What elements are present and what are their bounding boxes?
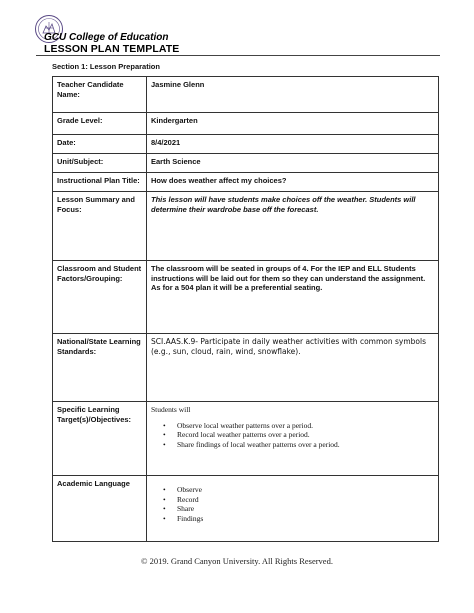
table-row bbox=[53, 77, 439, 113]
teacher-value: Jasmine Glenn bbox=[147, 77, 439, 113]
plan-title-value: How does weather affect my choices? bbox=[147, 173, 439, 192]
list-item: • Share bbox=[163, 504, 434, 514]
standards-label: National/State Learning Standards: bbox=[53, 334, 147, 402]
list-item: • Share findings of local weather patterns over a period. bbox=[163, 440, 434, 450]
academic-list bbox=[151, 485, 434, 523]
plan-title-label: Instructional Plan Title: bbox=[53, 173, 147, 192]
list-item: • Observe bbox=[163, 485, 434, 495]
academic-label: Academic Language bbox=[53, 476, 147, 542]
summary-value: This lesson will have students make choices off the weather. Students will determine their wardrobe base off the forecast. bbox=[147, 192, 439, 261]
grade-label: Grade Level: bbox=[53, 113, 147, 135]
table-row bbox=[53, 476, 439, 542]
lesson-plan-table bbox=[52, 76, 439, 542]
unit-value: Earth Science bbox=[147, 154, 439, 173]
summary-label: Lesson Summary and Focus: bbox=[53, 192, 147, 261]
list-item: • Observe local weather patterns over a period. bbox=[163, 421, 434, 431]
date-value: 8/4/2021 bbox=[147, 135, 439, 154]
standards-value: SCI.AAS.K.9- Participate in daily weather activities with common symbols (e.g., sun, cloud, rain, wind, snowflake). bbox=[147, 334, 439, 402]
header-divider bbox=[36, 55, 440, 56]
table-row bbox=[53, 192, 439, 261]
academic-value bbox=[147, 476, 439, 542]
section-heading: Section 1: Lesson Preparation bbox=[52, 62, 160, 71]
table-row bbox=[53, 154, 439, 173]
copyright-footer: © 2019. Grand Canyon University. All Rights Reserved. bbox=[141, 556, 333, 566]
date-label: Date: bbox=[53, 135, 147, 154]
targets-intro: Students will bbox=[151, 405, 191, 414]
targets-label: Specific Learning Target(s)/Objectives: bbox=[53, 402, 147, 476]
table-row bbox=[53, 334, 439, 402]
targets-value bbox=[147, 402, 439, 476]
unit-label: Unit/Subject: bbox=[53, 154, 147, 173]
document-title: LESSON PLAN TEMPLATE bbox=[44, 43, 180, 55]
classroom-label: Classroom and Student Factors/Grouping: bbox=[53, 261, 147, 334]
table-row bbox=[53, 113, 439, 135]
list-item: • Findings bbox=[163, 514, 434, 524]
classroom-value: The classroom will be seated in groups of 4. For the IEP and ELL Students instructions will be laid out for them so they can understand the assignment. As for a 504 plan it will be a preferential seating. bbox=[147, 261, 439, 334]
teacher-label: Teacher Candidate Name: bbox=[53, 77, 147, 113]
grade-value: Kindergarten bbox=[147, 113, 439, 135]
targets-list bbox=[151, 421, 434, 450]
list-item: • Record local weather patterns over a period. bbox=[163, 430, 434, 440]
table-row bbox=[53, 261, 439, 334]
table-row bbox=[53, 135, 439, 154]
list-item: • Record bbox=[163, 495, 434, 505]
table-row bbox=[53, 173, 439, 192]
college-name: GCU College of Education bbox=[44, 32, 169, 43]
table-row bbox=[53, 402, 439, 476]
